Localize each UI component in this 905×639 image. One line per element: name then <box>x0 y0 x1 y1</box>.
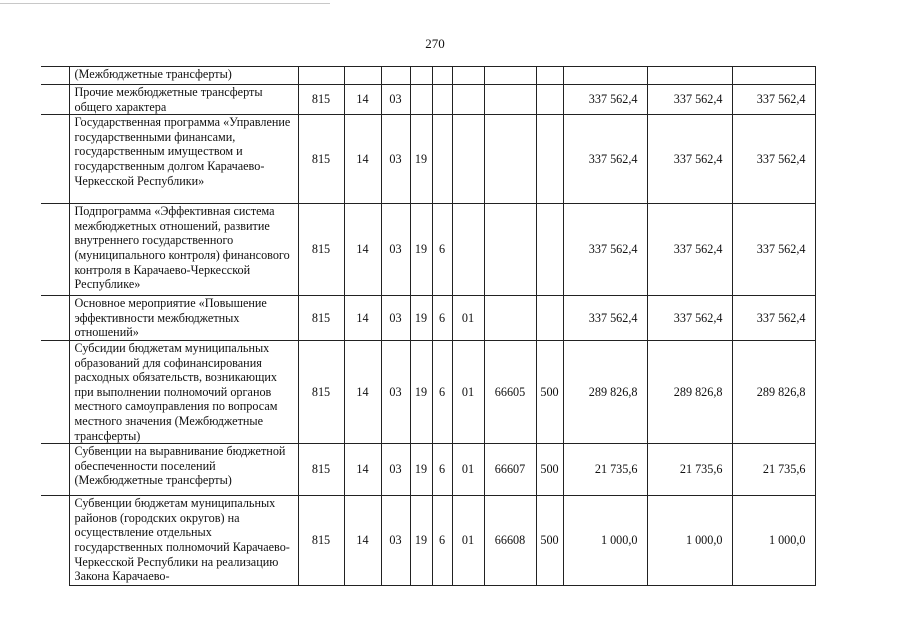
activity-code-cell <box>452 67 484 85</box>
ministry-code-cell <box>298 67 344 85</box>
amount-year-1-cell: 289 826,8 <box>563 340 647 443</box>
amount-year-2-cell: 337 562,4 <box>647 296 732 341</box>
subsection-code-cell: 03 <box>381 340 410 443</box>
row-number-cell <box>41 67 69 85</box>
ministry-code-cell: 815 <box>298 296 344 341</box>
amount-year-3-cell <box>732 67 815 85</box>
program-code-cell: 19 <box>410 204 432 296</box>
amount-year-2-cell: 337 562,4 <box>647 204 732 296</box>
subprogram-code-cell: 6 <box>432 496 452 586</box>
program-code-cell <box>410 85 432 115</box>
direction-code-cell <box>484 115 536 204</box>
ministry-code-cell: 815 <box>298 444 344 496</box>
section-code-cell: 14 <box>344 340 381 443</box>
table-row <box>41 340 815 443</box>
subprogram-code-cell: 6 <box>432 204 452 296</box>
row-number-cell <box>41 444 69 496</box>
section-code-cell: 14 <box>344 496 381 586</box>
section-code-cell: 14 <box>344 115 381 204</box>
activity-code-cell: 01 <box>452 296 484 341</box>
amount-year-3-cell: 337 562,4 <box>732 85 815 115</box>
direction-code-cell <box>484 296 536 341</box>
direction-code-cell: 66608 <box>484 496 536 586</box>
expense-type-cell: 500 <box>536 496 563 586</box>
expense-type-cell <box>536 115 563 204</box>
row-number-cell <box>41 115 69 204</box>
amount-year-1-cell: 337 562,4 <box>563 115 647 204</box>
table-row <box>41 204 815 296</box>
activity-code-cell <box>452 115 484 204</box>
page-number: 270 <box>425 36 445 51</box>
amount-year-1-cell: 21 735,6 <box>563 444 647 496</box>
subsection-code-cell: 03 <box>381 444 410 496</box>
amount-year-2-cell <box>647 67 732 85</box>
activity-code-cell: 01 <box>452 340 484 443</box>
direction-code-cell <box>484 85 536 115</box>
row-name-cell: (Межбюджетные трансферты) <box>69 67 298 85</box>
subsection-code-cell: 03 <box>381 204 410 296</box>
table-row <box>41 85 815 115</box>
amount-year-3-cell: 289 826,8 <box>732 340 815 443</box>
amount-year-3-cell: 337 562,4 <box>732 115 815 204</box>
direction-code-cell: 66607 <box>484 444 536 496</box>
row-name-cell: Государственная программа «Управление государственными финансами, государственным имуществом и государственным долгом Карачаево-Черкесской Республики» <box>69 115 298 204</box>
activity-code-cell: 01 <box>452 496 484 586</box>
expense-type-cell <box>536 204 563 296</box>
row-number-cell <box>41 85 69 115</box>
amount-year-3-cell: 1 000,0 <box>732 496 815 586</box>
subprogram-code-cell: 6 <box>432 296 452 341</box>
subprogram-code-cell: 6 <box>432 444 452 496</box>
activity-code-cell <box>452 204 484 296</box>
direction-code-cell <box>484 204 536 296</box>
amount-year-1-cell <box>563 67 647 85</box>
row-name-cell: Основное мероприятие «Повышение эффективности межбюджетных отношений» <box>69 296 298 341</box>
amount-year-1-cell: 337 562,4 <box>563 85 647 115</box>
subsection-code-cell: 03 <box>381 115 410 204</box>
row-name-cell: Субвенции бюджетам муниципальных районов (городских округов) на осуществление отдельных государственных полномочий Карачаево-Черкесской Республики на реализацию Закона Карачаево- <box>69 496 298 586</box>
row-name-cell: Субсидии бюджетам муниципальных образований для софинансирования расходных обязательств, возникающих при выполнении полномочий органов местного самоуправления по вопросам местного значения (Межбюджетные трансферты) <box>69 340 298 443</box>
row-name-cell: Подпрограмма «Эффективная система межбюджетных отношений, развитие внутреннего государственного (муниципального контроля) финансового контроля в Карачаево-Черкесской Республике» <box>69 204 298 296</box>
table-row <box>41 496 815 586</box>
ministry-code-cell: 815 <box>298 204 344 296</box>
amount-year-3-cell: 337 562,4 <box>732 296 815 341</box>
subprogram-code-cell <box>432 85 452 115</box>
expense-type-cell: 500 <box>536 340 563 443</box>
amount-year-3-cell: 21 735,6 <box>732 444 815 496</box>
subsection-code-cell <box>381 67 410 85</box>
section-code-cell: 14 <box>344 85 381 115</box>
program-code-cell: 19 <box>410 496 432 586</box>
subprogram-code-cell: 6 <box>432 340 452 443</box>
table-row <box>41 67 815 85</box>
amount-year-1-cell: 337 562,4 <box>563 296 647 341</box>
subsection-code-cell: 03 <box>381 85 410 115</box>
section-code-cell: 14 <box>344 296 381 341</box>
ministry-code-cell: 815 <box>298 496 344 586</box>
table-row <box>41 115 815 204</box>
expense-type-cell <box>536 296 563 341</box>
section-code-cell: 14 <box>344 444 381 496</box>
amount-year-1-cell: 337 562,4 <box>563 204 647 296</box>
section-code-cell: 14 <box>344 204 381 296</box>
budget-table <box>41 66 816 586</box>
amount-year-1-cell: 1 000,0 <box>563 496 647 586</box>
table-row <box>41 444 815 496</box>
ministry-code-cell: 815 <box>298 340 344 443</box>
row-name-cell: Субвенции на выравнивание бюджетной обеспеченности поселений (Межбюджетные трансферты) <box>69 444 298 496</box>
activity-code-cell <box>452 85 484 115</box>
program-code-cell: 19 <box>410 296 432 341</box>
amount-year-3-cell: 337 562,4 <box>732 204 815 296</box>
subsection-code-cell: 03 <box>381 296 410 341</box>
program-code-cell <box>410 67 432 85</box>
row-name-cell: Прочие межбюджетные трансферты общего характера <box>69 85 298 115</box>
expense-type-cell: 500 <box>536 444 563 496</box>
section-code-cell <box>344 67 381 85</box>
amount-year-2-cell: 289 826,8 <box>647 340 732 443</box>
subprogram-code-cell <box>432 67 452 85</box>
top-rule <box>0 3 330 4</box>
program-code-cell: 19 <box>410 444 432 496</box>
direction-code-cell: 66605 <box>484 340 536 443</box>
amount-year-2-cell: 21 735,6 <box>647 444 732 496</box>
subsection-code-cell: 03 <box>381 496 410 586</box>
ministry-code-cell: 815 <box>298 115 344 204</box>
row-number-cell <box>41 204 69 296</box>
amount-year-2-cell: 337 562,4 <box>647 85 732 115</box>
expense-type-cell <box>536 85 563 115</box>
ministry-code-cell: 815 <box>298 85 344 115</box>
activity-code-cell: 01 <box>452 444 484 496</box>
row-number-cell <box>41 496 69 586</box>
table-row <box>41 296 815 341</box>
row-number-cell <box>41 340 69 443</box>
expense-type-cell <box>536 67 563 85</box>
direction-code-cell <box>484 67 536 85</box>
program-code-cell: 19 <box>410 340 432 443</box>
program-code-cell: 19 <box>410 115 432 204</box>
row-number-cell <box>41 296 69 341</box>
amount-year-2-cell: 1 000,0 <box>647 496 732 586</box>
subprogram-code-cell <box>432 115 452 204</box>
amount-year-2-cell: 337 562,4 <box>647 115 732 204</box>
